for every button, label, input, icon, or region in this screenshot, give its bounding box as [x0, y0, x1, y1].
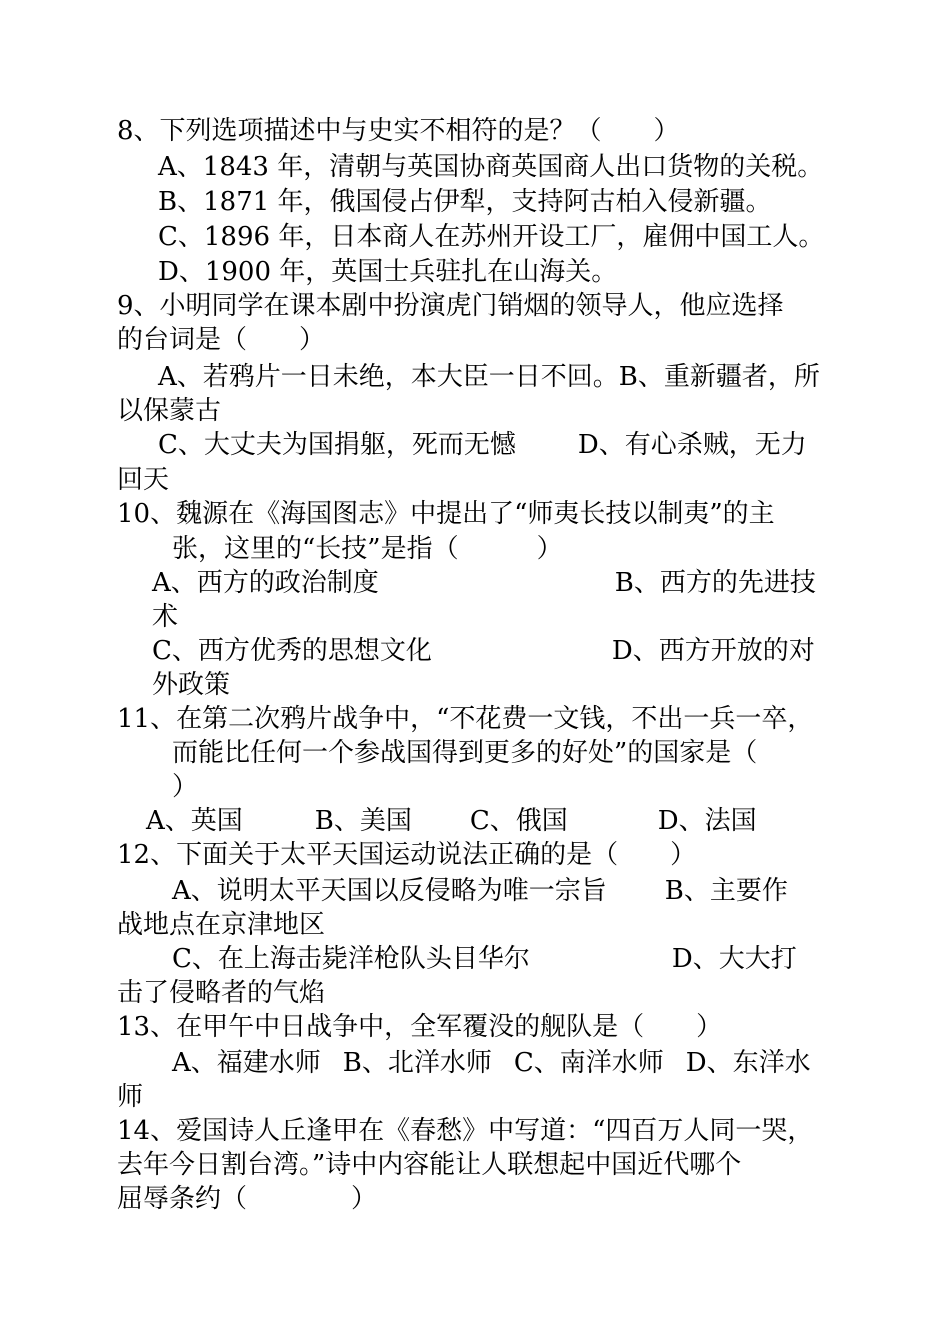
question-12-option-c: C、在上海击毙洋枪队头目华尔 — [172, 944, 530, 974]
question-13-option-a: A、福建水师 — [172, 1048, 321, 1078]
question-9-option-d-line-2: 回天 — [117, 465, 170, 495]
question-11-stem-line-1: 11、在第二次鸦片战争中，“不花费一文钱，不出一兵一卒， — [117, 704, 814, 734]
question-8-option-a: A、1843 年，清朝与英国协商英国商人出口货物的关税。 — [158, 152, 824, 182]
question-10-option-b: B、西方的先进技 — [614, 568, 816, 598]
question-12-option-d-line-2: 击了侵略者的气焰 — [117, 978, 326, 1008]
question-13-options-line-1 — [172, 1046, 811, 1080]
question-12-options-ab-line-1 — [172, 874, 788, 908]
question-12-option-b: B、主要作 — [664, 876, 788, 906]
question-11-options — [146, 804, 757, 838]
question-11-option-a: A、英国 — [146, 806, 243, 836]
question-10-option-c: C、西方优秀的思想文化 — [152, 636, 432, 666]
question-13-option-b: B、北洋水师 — [342, 1048, 492, 1078]
question-12-option-a: A、说明太平天国以反侵略为唯一宗旨 — [172, 876, 607, 906]
question-9-options-ab-line-2: 以保蒙古 — [117, 396, 222, 426]
question-14-stem-line-3: 屈辱条约（ ） — [117, 1184, 378, 1214]
question-9-options-cd-line-1 — [158, 428, 807, 462]
question-14-stem-line-1: 14、爱国诗人丘逢甲在《春愁》中写道：“四百万人同一哭， — [117, 1116, 814, 1146]
question-10-options-ab-line-1 — [152, 566, 816, 600]
question-11-option-d: D、法国 — [657, 806, 757, 836]
question-10-option-d: D、西方开放的对 — [611, 636, 815, 666]
question-9-option-d: D、有心杀贼，无力 — [577, 430, 807, 460]
question-10-option-b-line-2: 术 — [152, 602, 179, 632]
question-12-option-b-line-2: 战地点在京津地区 — [117, 910, 326, 940]
question-9-stem-line-1: 9、小明同学在课本剧中扮演虎门销烟的领导人，他应选择 — [117, 291, 784, 321]
question-10-options-cd-line-1 — [152, 634, 815, 668]
question-10-option-d-line-2: 外政策 — [152, 670, 231, 700]
question-13-stem: 13、在甲午中日战争中，全军覆没的舰队是（ ） — [117, 1012, 723, 1042]
question-8-option-d: D、1900 年，英国士兵驻扎在山海关。 — [158, 257, 618, 287]
question-10-stem-line-1: 10、魏源在《海国图志》中提出了“师夷长技以制夷”的主 — [117, 499, 775, 529]
question-13-option-d-line-2: 师 — [117, 1082, 144, 1112]
question-10-stem-line-2: 张，这里的“长技”是指（ ） — [172, 534, 563, 564]
question-10-option-a: A、西方的政治制度 — [152, 568, 379, 598]
question-11-option-c: C、俄国 — [469, 806, 568, 836]
question-13-option-d: D、东洋水 — [685, 1048, 811, 1078]
question-11-stem-line-3: ） — [172, 772, 199, 802]
question-9-stem-line-2: 的台词是（ ） — [117, 325, 326, 355]
question-11-stem-line-2: 而能比任何一个参战国得到更多的好处”的国家是（ — [172, 738, 758, 768]
question-12-options-cd-line-1 — [172, 942, 797, 976]
question-9-options-ab-line-1: A、若鸦片一日未绝，本大臣一日不回。B、重新疆者，所 — [158, 362, 820, 392]
question-8-option-c: C、1896 年，日本商人在苏州开设工厂，雇佣中国工人。 — [158, 222, 825, 252]
question-9-option-c: C、大丈夫为国捐躯，死而无憾 — [158, 430, 516, 460]
question-13-option-c: C、南洋水师 — [513, 1048, 664, 1078]
question-11-option-b: B、美国 — [314, 806, 412, 836]
question-12-stem: 12、下面关于太平天国运动说法正确的是（ ） — [117, 840, 697, 870]
question-14-stem-line-2: 去年今日割台湾。”诗中内容能让人联想起中国近代哪个 — [117, 1150, 742, 1180]
question-12-option-d: D、大大打 — [671, 944, 797, 974]
question-8-option-b: B、1871 年，俄国侵占伊犁，支持阿古柏入侵新疆。 — [158, 187, 772, 217]
question-8-stem: 8、下列选项描述中与史实不相符的是？（ ） — [117, 116, 680, 146]
